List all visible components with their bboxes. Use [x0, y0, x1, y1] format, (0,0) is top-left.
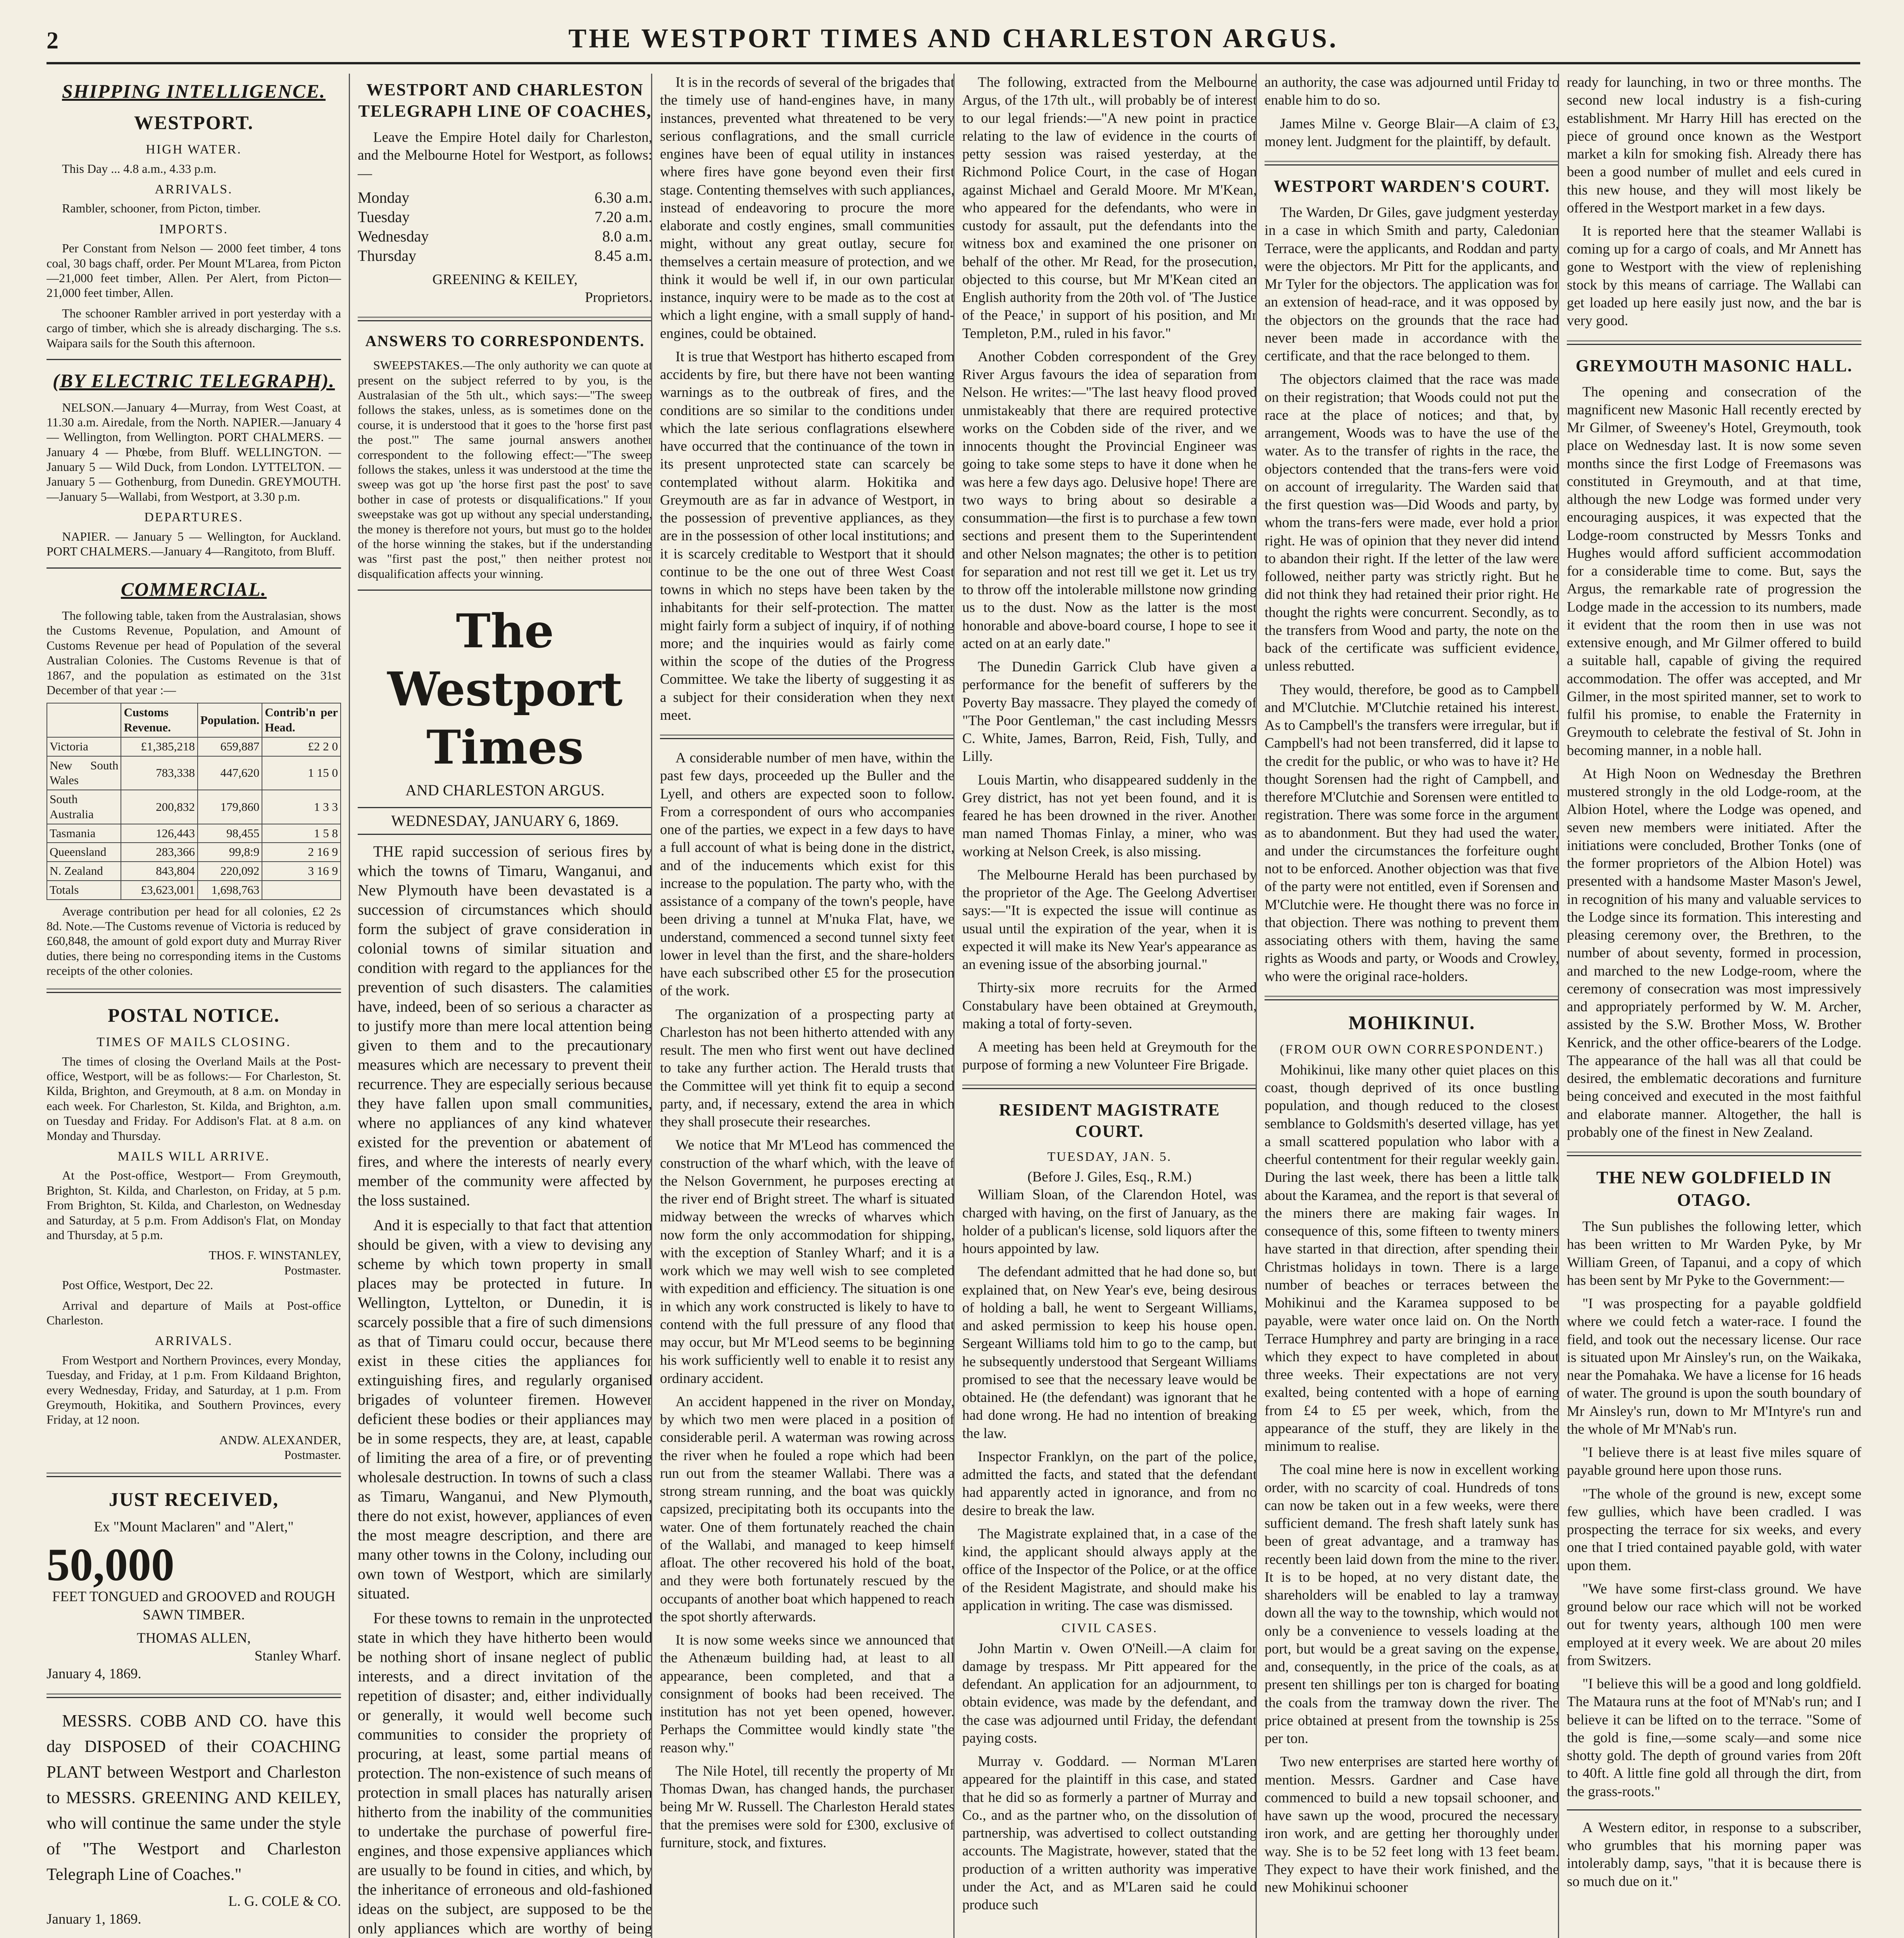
schedule-row [358, 246, 652, 266]
divider [1567, 340, 1861, 345]
civil-cases-heading: CIVIL CASES. [1061, 1621, 1158, 1635]
coach-heading: WESTPORT AND CHARLESTON TELEGRAPH LINE OF COACHES, [358, 80, 652, 121]
mohikinui-subheading: (FROM OUR OWN CORRESPONDENT.) [1280, 1042, 1544, 1057]
masonic-paragraph: At High Noon on Wednesday the Brethren mustered strongly in the old Lodge-room, at the Albion Hotel, where the Lodge was opened, and seven new members were initiated. After the initiations were concluded, Brother Tonks (one of the former proprietors of the Albion Hotel) was presented with a handsome Master Mason's Jewel, in recognition of his many and valuable services to the Lodge since its formation. This interesting and pleasing ceremony over, the Brethren, to the number of about seventy, formed in procession, and marched to the new Lodge-room, where the ceremony of consecration was most impressively and appropriately performed by W. M. Archer, assisted by the S.W. Brother Moss, W. Brother Kenrick, and the other office-bearers of the Lodge. The appearance of the hall was all that could be desired, the emblematic decorations and furniture being conceived and executed in the most faithful and elaborate manner. Altogether, the hall is probably one of the finest in New Zealand. [1567, 766, 1861, 1140]
table-row [47, 756, 341, 790]
rambler-note: The schooner Rambler arrived in port yesterday with a cargo of timber, which she is already discharging. The s.s. Waipara sails for the South this afternoon. [47, 306, 341, 350]
coach-signature: GREENING & KEILEY, [432, 271, 578, 288]
charleston-signature: ANDW. ALEXANDER, [219, 1433, 341, 1447]
mails-arrive-heading: MAILS WILL ARRIVE. [117, 1149, 270, 1164]
goldfield-heading: THE NEW GOLDFIELD IN OTAGO. [1596, 1167, 1832, 1210]
postal-subheading: TIMES OF MAILS CLOSING. [96, 1035, 291, 1050]
divider [47, 1472, 341, 1477]
column-5 [1256, 74, 1567, 1938]
table-cell: 2 16 9 [262, 843, 341, 862]
warden-court-heading: WESTPORT WARDEN'S COURT. [1273, 177, 1550, 196]
court-paragraph: an authority, the case was adjourned until Friday to enable him to do so. [1265, 74, 1559, 109]
divider [962, 1085, 1257, 1089]
table-header-cell: Customs Revenue. [121, 703, 197, 737]
table-row [47, 862, 341, 881]
goldfield-paragraph: "I believe there is at least five miles square of payable ground here upon those runs. [1567, 1445, 1861, 1479]
divider [47, 1693, 341, 1698]
table-cell: South Australia [47, 790, 121, 824]
high-water-text: This Day ... 4.8 a.m., 4.33 p.m. [62, 161, 217, 176]
table-row [47, 824, 341, 843]
mohikinui-paragraph: It is reported here that the steamer Wallabi is coming up for a cargo of coals, and Mr Annett has gone to Westport with the view of replenishing stock by this means of carriage. The Wallabi can get loaded up here easily just now, and the bar is very good. [1567, 223, 1861, 329]
news-item: It is now some weeks since we announced that the Athenæum building had, at least to all appearance, been completed, and that a consignment of books had been received. The institution has not yet been opened, however. Perhaps the Committee would kindly state "the reason why." [660, 1632, 955, 1756]
news-item: The following, extracted from the Melbourne Argus, of the 17th ult., will probably be of interest to our legal friends:—"A new point in practice relating to the law of evidence in the courts of petty session was raised yesterday, at the Richmond Police Court, in the case of Hogan against Michael and Gerald Moore. Mr M'Kean, who appeared for the defendants, who were in custody for assault, put the defendants into the witness box and examined the one prisoner on behalf of the other. Mr Read, for the prosecution, objected to this course, but Mr M'Kean cited an English authority from the 20th vol. of 'The Justice of the Peace,' in support of his position, and Mr Templeton, P.M., ruled in his favor." [962, 74, 1257, 341]
news-item: A considerable number of men have, within the past few days, proceeded up the Buller and the Lyell, and others are expected soon to follow. From a correspondent of ours who accompanies one of the parties, we expect in a few days to have a full account of what is being done in the district, and of the inducements which exist for this increase to the population. The party who, with the assistance of a company of the town's people, have been driving a tunnel at M'nuka Flat, have, we understand, commenced a second tunnel sixty feet lower in level than the first, and the share-holders have each subscribed other £5 for the prosecution of the work. [660, 750, 955, 999]
telegraph-arrivals: NELSON.—January 4—Murray, from West Coast, at 11.30 a.m. Airedale, from the North. NAPIER.—January 4 — Wellington, from Wellington. PORT CHALMERS. — January 4 — Phœbe, from Bluff. WELLINGTON. — January 5 — Wild Duck, from London. LYTTELTON. — January 5 — Gothenburg, from Dunedin. GREYMOUTH.—January 5—Wallabi, from Westport, at 3.30 p.m. [47, 400, 341, 503]
court-paragraph: Inspector Franklyn, on the part of the police, admitted the facts, and stated that the defendant had apparently acted in ignorance, and from no desire to break the law. [962, 1448, 1257, 1519]
editorial-paragraph: For these towns to remain in the unprotected state in which they have hitherto been would be nothing short of insane neglect of public interests, and a direct invitation of the repetition of disaster; and, either individually or generally, it would well become such communities to consider the propriety of procuring, at least, some partial means of protection. The non-existence of such means of protection in small places has naturally arisen hitherto from the inability of the communities to undertake the purchase of powerful fire-engines, and those expensive appliances which are usually to be found in cities, and which, by the inheritance of erroneous and old-fashioned ideas on the subject, are supposed to be the only appliances which are worthy of being [358, 1609, 652, 1937]
table-cell: 783,338 [121, 756, 197, 790]
column-6 [1558, 74, 1861, 1938]
arrivals-heading: ARRIVALS. [155, 182, 233, 197]
goldfield-paragraph: "We have some first-class ground. We have ground below our race which will not be worked out for twenty years, although 100 men were employed at it every week. We are about 20 miles from Switzers. [1567, 1581, 1861, 1669]
column-4 [953, 74, 1265, 1938]
news-item: Thirty-six more recruits for the Armed Constabulary have been obtained at Greymouth, making a total of forty-seven. [962, 980, 1257, 1032]
schedule-row [358, 227, 652, 246]
table-cell: 126,443 [121, 824, 197, 843]
news-item: Another Cobden correspondent of the Grey River Argus favours the idea of separation from Nelson. He writes:—"The last heavy flood proved unmistakeably that there are required protective works on the Cobden side of the river, and we innocents thought the Provincial Engineer was going to take some steps to have it done when he was here a few days ago. Delusive hope! There are two ways to bring about so desirable a consummation—the first is to purchase a few town sections and present them to the Superintendent and other Nelson magnates; the other is to petition for separation and not rest till we get it. Let us try to throw off the intolerable millstone now grinding us to the dust. Now as the latter is the most honorable and above-board course, I hope to see it acted on at an early date." [962, 348, 1257, 652]
rm-court-before: (Before J. Giles, Esq., R.M.) [1027, 1169, 1192, 1185]
mohikinui-paragraph: Two new enterprises are started here worthy of mention. Messrs. Gardner and Case have commenced to build a new topsail schooner, and have sawn up the wood, procured the necessary iron work, and are getting her thoroughly under way. She is to be 52 feet long with 13 feet beam. They expect to have their work finished, and the new Mohikinui schooner [1265, 1754, 1559, 1895]
table-cell: 659,887 [198, 737, 262, 756]
table-row [47, 790, 341, 824]
news-item: An accident happened in the river on Monday, by which two men were placed in a position of considerable peril. A waterman was rowing across the river when he fouled a rope which had been run out from the steamer Wallabi. There was a strong stream running, and the boat was quickly capsized, precipitating both its occupants into the water. One of them fortunately reached the chain of the Wallabi, and managed to keep himself afloat. The other recovered his hold of the boat, and they were both fortunately rescued by the occupants of another boat which happened to reach the spot shortly afterwards. [660, 1393, 955, 1625]
issue-date: WEDNESDAY, JANUARY 6, 1869. [358, 807, 652, 835]
mohikinui-paragraph: ready for launching, in two or three months. The second new local industry is a fish-curing establishment. Mr Harry Hill has erected on the piece of ground once known as the Westport market a kiln for smoking fish. Already there has been a good number of mullet and eels cured in this new house, and they will most likely be offered in the Westport market in a few days. [1567, 74, 1861, 216]
allen-name: THOMAS ALLEN, [137, 1630, 251, 1646]
news-item: The Dunedin Garrick Club have given a performance for the benefit of sufferers by the Poverty Bay massacre. They played the comedy of "The Poor Gentleman," the cast including Messrs C. White, James, Barron, Reid, Fish, Tully, and Lilly. [962, 659, 1257, 765]
table-cell: 447,620 [198, 756, 262, 790]
coach-intro: Leave the Empire Hotel daily for Charleston, and the Melbourne Hotel for Westport, as follows:— [358, 129, 652, 181]
nameplate-subtitle: AND CHARLESTON ARGUS. [405, 781, 605, 799]
news-item: The organization of a prospecting party at Charleston has not been hitherto attended with any result. The men who first went out have declined to take any further action. The Herald trusts that the Committee will yet think fit to equip a second party, and, if necessary, extend the area in which they shall prosecute their researches. [660, 1006, 955, 1130]
court-paragraph: William Sloan, of the Clarendon Hotel, was charged with having, on the first of January, as the holder of a publican's license, sold liquors after the hours appointed by law. [962, 1187, 1257, 1257]
court-paragraph: Murray v. Goddard. — Norman M'Laren appeared for the plaintiff in this case, and stated that he did so as formerly a partner of Murray and Co., and as the partner who, on the dissolution of partnership, was advertised to collect outstanding accounts. The Magistrate, however, stated that the production of a written authority was imperative under the Act, and as M'Laren said he could produce such [962, 1754, 1257, 1913]
court-paragraph: The Magistrate explained that, in a case of the kind, the applicant should always apply at the office of the Inspector of the Police, or at the office of the Resident Magistrate, and should make his application in writing. The case was dismissed. [962, 1526, 1257, 1614]
commercial-intro: The following table, taken from the Australasian, shows the Customs Revenue, Population, and Amount of Customs Revenue per head of Population of the several Australian Colonies. The Customs Revenue is that of 1867, and the population as estimated on the 31st December of that year :— [47, 609, 341, 697]
divider [1265, 996, 1559, 1000]
news-item: The Nile Hotel, till recently the property of Mr Thomas Dwan, has changed hands, the purchaser being Mr W. Russell. The Charleston Herald states that the premises were sold for £300, exclusive of furniture, stock, and fixtures. [660, 1763, 955, 1851]
masthead [47, 16, 1860, 64]
table-cell: 283,366 [121, 843, 197, 862]
mails-arrive-text: At the Post-office, Westport— From Greymouth, Brighton, St. Kilda, and Charleston, on Friday, at 5 p.m. From Brighton, St. Kilda, and Charleston, on Wednesday and Saturday, at 5 p.m. From Addison's Flat, on Monday and Thursday, at 5 p.m. [47, 1168, 341, 1242]
masonic-hall-heading: GREYMOUTH MASONIC HALL. [1575, 356, 1853, 375]
schedule-time: 7.20 a.m. [594, 208, 652, 226]
table-header-cell: Contrib'n per Head. [262, 703, 341, 737]
table-cell: 3 16 9 [262, 862, 341, 881]
court-paragraph: They would, therefore, be good as to Campbell and M'Clutchie. M'Clutchie retained his interest. As to Campbell's the transfers were irregular, but if Campbell's had not been transferred, did it lapse to the credit for the public, or who was to have it? He thought Sorensen had the right of Campbell, and therefore M'Clutchie and Sorensen were entitled to registration. There was some force in the argument as to abandonment. But they had used the water, and under the circumstances the forfeiture ought not to be enforced. Another objection was that five of the party were not entitled, even if Sorensen and M'Clutchie were. He thought there was no force in that objection. There was nothing to prevent them associating others with them, having the same rights as Woods and party, or Woods and Crowley, who were the original race-holders. [1265, 681, 1559, 985]
mohikinui-paragraph: Mohikinui, like many other quiet places on this coast, though deprived of its once bustling population, and though reduced to the closest semblance to Goldsmith's deserted village, has yet a small scattered population who labor with a cheerful contentment for their regular weekly gain. During the last week, there has been a little talk about the Karamea, and the report is that several of the miners there are making fair wages. In consequence of this, some fifteen to twenty miners have started in that direction, after spending their Christmas holidays in town. There is a large number of beaches or terraces between the Mohikinui and the Karamea supposed to be payable, were water once laid on. On the North Terrace Humphrey and party are bringing in a race which they expect to have completed in about three weeks. Their expectations are not very exalted, being contented with a hope of earning from £4 to £5 per week, which, from the appearance of the stuff, they are likely in the minimum to realise. [1265, 1062, 1559, 1454]
divider [1265, 161, 1559, 166]
postal-heading: POSTAL NOTICE. [108, 1004, 280, 1026]
postal-signature-title: Postmaster. [284, 1263, 341, 1277]
charleston-arrivals-heading: ARRIVALS. [155, 1334, 233, 1348]
table-header-cell [47, 703, 121, 737]
column-2 [349, 74, 660, 1938]
table-cell: 99,8:9 [198, 843, 262, 862]
news-item: A meeting has been held at Greymouth for the purpose of forming a new Volunteer Fire Brigade. [962, 1039, 1257, 1073]
news-item: The Melbourne Herald has been purchased by the proprietor of the Age. The Geelong Advertiser says:—"It is expected the issue will continue as usual until the expiration of the year, when it is expected it will make its New Year's appearance as an evening issue of the absorbing journal." [962, 867, 1257, 972]
schedule-time: 6.30 a.m. [594, 188, 652, 206]
cobb-date: January 1, 1869. [47, 1911, 141, 1927]
schedule-day: Tuesday [358, 208, 410, 226]
table-cell: Tasmania [47, 824, 121, 843]
table-cell: N. Zealand [47, 862, 121, 881]
table-cell: £1,385,218 [121, 737, 197, 756]
running-head: THE WESTPORT TIMES AND CHARLESTON ARGUS. [568, 24, 1339, 53]
column-1 [47, 74, 349, 1938]
table-cell: 1 15 0 [262, 756, 341, 790]
westport-heading: WESTPORT. [134, 111, 254, 133]
table-row [47, 843, 341, 862]
timber-description: FEET TONGUED and GROOVED and ROUGH SAWN TIMBER. [52, 1589, 336, 1623]
goldfield-paragraph: The Sun publishes the following letter, which has been written to Mr Warden Pyke, by Mr William Green, of Tapanui, and a copy of which has been sent by Mr Pyke to the Government:— [1567, 1219, 1861, 1288]
table-cell: 1,698,763 [198, 881, 262, 900]
divider [660, 735, 955, 739]
shipping-heading: SHIPPING INTELLIGENCE. [62, 80, 326, 102]
answers-heading: ANSWERS TO CORRESPONDENTS. [365, 332, 645, 350]
rm-court-heading: RESIDENT MAGISTRATE COURT. [999, 1100, 1220, 1141]
divider [47, 567, 341, 569]
page-number: 2 [47, 28, 59, 54]
table-cell: Victoria [47, 737, 121, 756]
table-row [47, 881, 341, 900]
goldfield-paragraph: "I was prospecting for a payable goldfield where we could fetch a water-race. I found the field, and took out the necessary license. Our race is situated upon Mr Ainsley's run, on the Waikaka, near the Pomahaka. We have a license for 16 heads of water. The ground is upon the south boundary of Mr Ainsley's run, down to Mr M'Intyre's run and the whole of Mr M'Nab's run. [1567, 1296, 1861, 1437]
divider [47, 359, 341, 360]
postal-signature: THOS. F. WINSTANLEY, [208, 1248, 341, 1262]
masonic-paragraph: The opening and consecration of the magnificent new Masonic Hall recently erected by Mr Gilmer, of Sweeney's Hotel, Greymouth, took place on Wednesday last. It is now some seven months since the first Lodge of Freemasons was constituted in Greymouth, and at that time, although the new Lodge was formed under very encouraging auspices, it was expected that the Lodge-room constructed by Messrs Tonks and Hughes would afford sufficient accommodation for a considerable time to come. But, says the Argus, the remarkable rate of progression the Lodge made in the accession to its numbers, made it evident that the room then in use was not extensive enough, and Mr Gilmer offered to build a suitable hall, capable of giving the required accommodation. The offer was accepted, and Mr Gilmer, in the most spirited manner, set to work to fulfil his promise, to enable the Fraternity in Greymouth to celebrate the festival of St. John in becoming manner, in a noble hall. [1567, 384, 1861, 759]
departures-text: NAPIER. — January 5 — Wellington, for Auckland. PORT CHALMERS.—January 4—Rangitoto, from Bluff. [47, 529, 341, 559]
goldfield-paragraph: "The whole of the ground is new, except some few gullies, which have been cradled. I was prospecting the terrace for six weeks, and every one that I tried contained payable gold, with water upon them. [1567, 1486, 1861, 1574]
court-paragraph: James Milne v. George Blair—A claim of £3, money lent. Judgment for the plaintiff, by default. [1265, 116, 1559, 150]
table-cell [262, 881, 341, 900]
table-cell: 179,860 [198, 790, 262, 824]
arrivals-text: Rambler, schooner, from Picton, timber. [62, 201, 261, 216]
table-cell: £3,623,001 [121, 881, 197, 900]
divider [358, 590, 652, 591]
table-cell: 98,455 [198, 824, 262, 843]
divider [1567, 1152, 1861, 1156]
charleston-mails-heading: Arrival and departure of Mails at Post-office Charleston. [47, 1298, 341, 1327]
editorial-paragraph: It is true that Westport has hitherto escaped from accidents by fire, but there have not been wanting warnings as to the outbreak of fires, and the conditions are so similar to the conditions under which the late serious conflagrations elsewhere have occurred that the continuance of the town in its present unprotected state can scarcely be contemplated without alarm. Hokitika and Greymouth are as far in advance of Westport, in the possession of preventive appliances, as they are in the possession of other local institutions; and it is scarcely creditable to Westport that it should continue to be the one out of three West Coast towns in which no steps have been taken by the inhabitants for their self-protection. The matter might fairly form a subject of inquiry, if of nothing more; and the inquiries would as fairly come within the scope of the duties of the Progress Committee. We take the liberty of suggesting it as a subject for their consideration when they next meet. [660, 348, 955, 723]
coach-signature-title: Proprietors. [585, 290, 652, 305]
editorial-paragraph: It is in the records of several of the brigades that the timely use of hand-engines have, in many instances, prevented what threatened to be very serious conflagrations, and the small curricle engines have been of equal utility in instances where fires have gone beyond even their first stage. Contenting themselves with such appliances, instead of endeavoring to procure the more elaborate and costly engines, small communities might, without any great outlay, secure for themselves a certain measure of protection, and we think it would be well if, in our own particular instance, inquiry were to be made as to the cost at which a light engine, with a small supply of hand-engines, could be obtained. [660, 74, 955, 341]
court-paragraph: John Martin v. Owen O'Neill.—A claim for damage by trespass. Mr Pitt appeared for the defendant. An application for an adjournment, to obtain evidence, was made by the defendant, and the case was adjourned until Friday, the defendant paying costs. [962, 1640, 1257, 1746]
high-water-heading: HIGH WATER. [146, 142, 242, 157]
allen-place: Stanley Wharf. [254, 1648, 341, 1664]
just-received-heading: JUST RECEIVED, [109, 1488, 279, 1510]
editorial-paragraph: And it is especially to that fact that attention should be given, with a view to devising any scheme by which town property in small places may be protected in future. In Wellington, Lyttelton, or Dunedin, it is scarcely possible that a fire of such dimensions as that of Timaru could occur, because there exist in these cities the appliances for extinguishing fires, and regularly organised brigades of volunteer firemen. However deficient these bodies or their appliances may be in some respects, they are, at least, capable of limiting the area of a fire, or of preventing wholesale destruction. In towns of such a class as Timaru, Wanganui, and New Plymouth, there do not exist, however, appliances of even the most meagre description, and there are many other towns in the Colony, including our own town of Westport, which are similarly situated. [358, 1216, 652, 1602]
schedule-time: 8.0 a.m. [602, 227, 652, 245]
goldfield-paragraph: "I believe this will be a good and long goldfield. The Mataura runs at the foot of M'Nab's run; and I believe it can be lifted on to the terrace. "Some of the gold is fine,—some scaly—and some nice shotty gold. The depth of ground varies from 20ft to 40ft. A little fine gold all through the dirt, from the grass-roots." [1567, 1676, 1861, 1800]
charleston-signature-title: Postmaster. [284, 1448, 341, 1462]
court-paragraph: The objectors claimed that the race was made on their registration; that Woods could not put the race at the place of notices; and that, by arrangement, Woods was to have the use of the water. As to the transfer of rights in the race, the objectors contended that the trans-fers were void on account of irregularity. The Warden said that the first question was—Did Woods and party, by whom the trans-fers were made, ever hold a prior right. He was of opinion that they never did intend to abandon their right. If the letter of the law were followed, neither party was strictly right. But he did not think they had retained their prior right. He thought the rights were concurrent. Secondly, as to the transfers from Wood and party, the note on the back of the certificate was sufficient evidence, unless rebutted. [1265, 371, 1559, 674]
cobb-signature: L. G. COLE & CO. [228, 1893, 341, 1909]
court-paragraph: The defendant admitted that he had done so, but explained that, on New Year's eve, being desirous of holding a ball, he went to Sergeant Williams, and asked permission to keep his house open. Sergeant Williams told him to go to the camp, but he subsequently understood that Sergeant Williams promised to see that the necessary leave would be obtained. He (the defendant) was ignorant that he had done wrong. He had no intention of breaking the law. [962, 1264, 1257, 1441]
coach-schedule [358, 188, 652, 266]
table-cell: New South Wales [47, 756, 121, 790]
news-item: We notice that Mr M'Leod has commenced the construction of the wharf which, with the leave of the Nelson Government, he purposes erecting at the river end of Bright street. The wharf is situated midway between the wrecks of wharves which now form the only accommodation for shipping, with the exception of Stanley Wharf; and it is a work which we may well wish to see completed with expedition and efficiency. The situation is one in which any work constructed is likely to have to contend with the full pressure of any flood that may occur, but Mr M'Leod seems to be beginning his work sufficiently well to enable it to resist any ordinary accident. [660, 1137, 955, 1386]
imports-text: Per Constant from Nelson — 2000 feet timber, 4 tons coal, 30 bags chaff, order. Per Mount M'Larea, from Picton—21,000 feet timber, Allen. Per Alert, from Picton—21,000 feet timber, Allen. [47, 241, 341, 300]
table-cell: 1 5 8 [262, 824, 341, 843]
commercial-heading: COMMERCIAL. [121, 578, 267, 600]
news-item: Louis Martin, who disappeared suddenly in the Grey district, has not yet been found, and it is feared he has been drowned in the river. Another man named Thomas Finlay, a miner, who was working at Nelson Creek, is also missing. [962, 772, 1257, 860]
table-cell: £2 2 0 [262, 737, 341, 756]
newspaper-nameplate: The Westport Times [387, 604, 623, 775]
court-paragraph: The Warden, Dr Giles, gave judgment yesterday in a case in which Smith and party, Caledonian Terrace, were the applicants, and Roddan and party were the objectors. Mr Pitt for the applicants, and Mr Tyler for the objectors. The application was for an extension of head-race, and it was opposed by the objectors on the grounds that the race had never been made in accordance with the certificate, and that the race belonged to them. [1265, 205, 1559, 364]
postal-closing-text: The times of closing the Overland Mails at the Post-office, Westport, will be as follows:— For Charleston, St. Kilda, Brighton, and Greymouth, at 8 a.m. on Monday in each week. For Charleston, St. Kilda, and Brighton, a.m. on Tuesday and Friday. For Addison's Flat. at 8 a.m. on Monday and Thursday. [47, 1054, 341, 1143]
news-item: A Western editor, in response to a subscriber, who grumbles that his morning paper was intolerably damp, says, "that it is because there is so much due on it." [1567, 1819, 1861, 1890]
postal-date: Post Office, Westport, Dec 22. [62, 1278, 213, 1292]
table-note: Average contribution per head for all colonies, £2 2s 8d. Note.—The Customs revenue of Victoria is reduced by £60,848, the amount of gold export duty and Murray River duties, there being no corresponding items in the Customs receipts of the other colonies. [47, 904, 341, 978]
mohikinui-paragraph: The coal mine here is now in excellent working order, with no scarcity of coal. Hundreds of tons can now be taken out in a few weeks, were there sufficient demand. The fresh shaft lately sunk has been of great advantage, and a tramway has recently been laid down from the mine to the river. It is to be hoped, at no very distant date, the shareholders will be enabled to lay a tramway down all the way to the township, which would not only be a convenience to vessels loading at the port, but would be a great saving on the expense, and, consequently, in the price of the coals, as at present ten shillings per ton is charged for boating the coals from the tramway down the river. The price obtained at present from the township is 25s per ton. [1265, 1462, 1559, 1747]
table-cell: Queensland [47, 843, 121, 862]
divider [358, 317, 652, 321]
cobb-notice: MESSRS. COBB AND CO. have this day DISPOSED of their COACHING PLANT between Westport and Charleston to MESSRS. GREENING AND KEILEY, who will continue the same under the style of "The Westport and Charleston Telegraph Line of Coaches." [47, 1711, 341, 1884]
just-received-ex: Ex "Mount Maclaren" and "Alert," [94, 1519, 294, 1535]
departures-heading: DEPARTURES. [144, 510, 243, 525]
schedule-day: Monday [358, 188, 410, 206]
charleston-arrivals-text: From Westport and Northern Provinces, every Monday, Tuesday, and Friday, at 1 p.m. From Kildaand Brighton, every Wednesday, Friday, and Saturday, at 1 p.m. From Greymouth, Hokitika, and Southern Provinces, every Friday, at 12 noon. [47, 1353, 341, 1427]
allen-date: January 4, 1869. [47, 1666, 141, 1682]
customs-table [47, 703, 341, 900]
editorial-paragraph: THE rapid succession of serious fires by which the towns of Timaru, Wanganui, and New Plymouth have been devastated is a succession of circumstances which should form the subject of grave consideration in colonial towns of similar situation and condition with regard to the appliances for the prevention of such disasters. The calamities have, indeed, been of so serious a character as to justify more than mere local attention being given to them and to the precautionary measures which are necessary to prevent their recurrence. They are especially serious because they have fallen upon small communities, where no appliances of any kind whatever existed for the prevention or abatement of fires, and where the interests of nearly every member of the community were affected by the loss sustained. [358, 843, 652, 1209]
divider [47, 988, 341, 993]
schedule-row [358, 188, 652, 207]
table-cell: 200,832 [121, 790, 197, 824]
table-cell: 220,092 [198, 862, 262, 881]
schedule-time: 8.45 a.m. [594, 247, 652, 264]
rm-court-date: TUESDAY, JAN. 5. [1047, 1149, 1172, 1164]
column-3 [651, 74, 962, 1938]
timber-quantity: 50,000 [47, 1539, 174, 1591]
schedule-row [358, 207, 652, 227]
divider [1567, 1809, 1861, 1810]
imports-heading: IMPORTS. [159, 222, 228, 236]
table-cell: 843,804 [121, 862, 197, 881]
table-cell: 1 3 3 [262, 790, 341, 824]
mohikinui-heading: MOHIKINUI. [1348, 1011, 1475, 1033]
schedule-day: Thursday [358, 247, 417, 264]
table-header-row [47, 703, 341, 737]
table-row [47, 737, 341, 756]
table-cell: Totals [47, 881, 121, 900]
telegraph-heading: (BY ELECTRIC TELEGRAPH). [52, 370, 335, 392]
schedule-day: Wednesday [358, 227, 429, 245]
table-header-cell: Population. [198, 703, 262, 737]
answers-text: SWEEPSTAKES.—The only authority we can quote at present on the subject referred to by you, is the Australasian of the 5th ult., which says:—"The sweep follows the stakes, unless, as is sometimes done on the course, it is understood that it goes to the 'horse first past the post.'" The same journal answers another correspondent to the following effect:—"The sweep follows the stakes, unless it was understood at the time the sweep was got up 'the horse first past the post' to save bother in case of protests or disqualifications." If your sweepstake was got up without any special understanding, the money is therefore not yours, but must go to the holder of the horse winning the stakes, but if the understanding was "first past the post," then neither protest nor disqualification affects your winning. [358, 358, 652, 581]
